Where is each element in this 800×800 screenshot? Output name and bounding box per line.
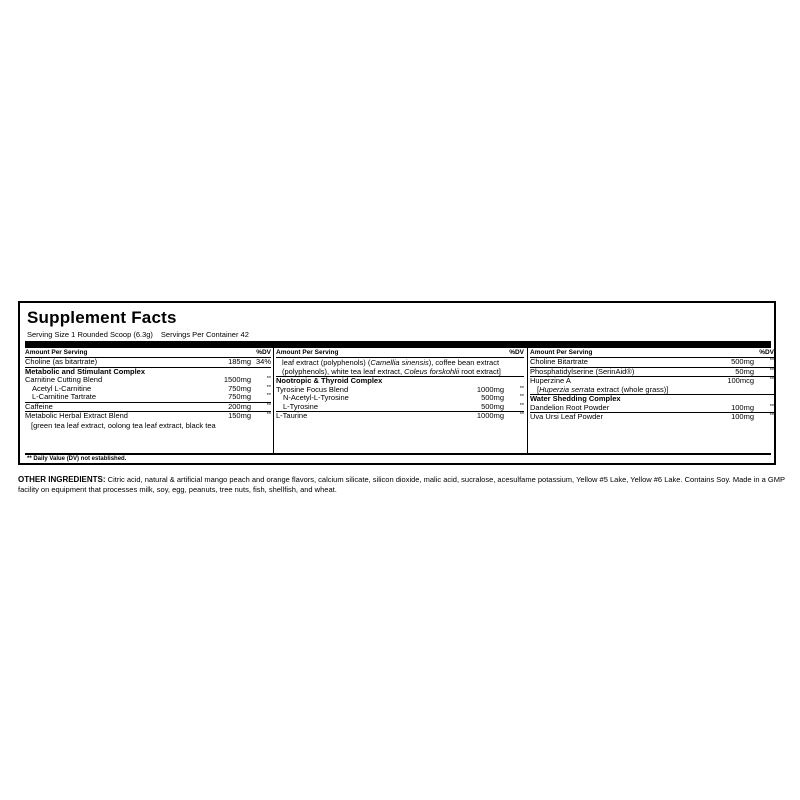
herbal-blend-continuation: leaf extract (polyphenols) (Camellia sinensis), coffee bean extract (polyphenols), white tea leaf extract, Coleus forskohlii root extract] [276, 358, 524, 377]
ingredient-dv: ** [266, 376, 271, 382]
ingredient-dv: ** [519, 385, 524, 392]
ingredient-amount: 500mg [481, 401, 504, 411]
ingredient-amount: 750mg [228, 392, 251, 401]
section-heading: Metabolic and Stimulant Complex [25, 366, 146, 376]
section-heading: Nootropic & Thyroid Complex [276, 376, 383, 385]
ingredient-dv: ** [266, 384, 271, 391]
ingredient-dv: ** [769, 403, 774, 410]
ingredient-dv: ** [769, 358, 774, 364]
ingredient-dv: ** [769, 413, 774, 419]
ingredient-dv: ** [519, 394, 524, 400]
ingredient-amount: 1000mg [476, 384, 504, 394]
ingredient-name: L-Carnitine Tartrate [32, 392, 97, 401]
amount-per-serving-label: Amount Per Serving [530, 349, 593, 356]
ingredient-dv: ** [266, 402, 271, 409]
column-header [276, 349, 524, 358]
ingredient-name: Phosphatidylserine (SerinAid®) [530, 366, 635, 376]
dv-label: %DV [256, 349, 271, 356]
ingredient-name: Metabolic Herbal Extract Blend [25, 411, 128, 420]
herbal-blend-description: [green tea leaf extract, oolong tea leaf extract, black tea [31, 420, 216, 430]
supplement-facts-panel [18, 301, 776, 465]
panel-title: Supplement Facts [27, 308, 177, 327]
ingredient-amount: 500mg [481, 393, 504, 402]
ingredient-dv: ** [519, 402, 524, 409]
ingredient-dv: ** [266, 393, 271, 399]
dv-label: %DV [759, 349, 774, 356]
facts-column-2 [276, 348, 524, 453]
ingredient-name: Uva Ursi Leaf Powder [530, 412, 603, 421]
ingredient-amount: 1500mg [223, 375, 251, 384]
section-heading: Water Shedding Complex [530, 394, 621, 403]
ingredient-amount: 750mg [228, 383, 251, 393]
other-ingredients-label: OTHER INGREDIENTS: [18, 475, 106, 484]
dv-label: %DV [509, 349, 524, 356]
column-divider [273, 348, 274, 453]
amount-per-serving-label: Amount Per Serving [25, 349, 88, 356]
ingredient-name: Carnitine Cutting Blend [25, 375, 103, 384]
ingredient-name: Acetyl L-Carnitine [32, 383, 92, 393]
ingredient-amount: 500mg [731, 357, 754, 366]
ingredient-amount: 50mg [735, 366, 754, 376]
serving-info [27, 330, 249, 339]
ingredient-name: Huperzine A [530, 376, 571, 385]
ingredient-name: Choline (as bitartrate) [25, 357, 98, 366]
ingredient-name: L-Tyrosine [283, 401, 319, 411]
facts-column-3 [530, 348, 774, 453]
ingredient-amount: 100mg [731, 412, 754, 421]
ingredient-amount: 150mg [228, 411, 251, 420]
amount-per-serving-label: Amount Per Serving [276, 349, 339, 356]
row-uva-ursi [530, 413, 774, 422]
row-herbal-blend [25, 412, 271, 421]
other-ingredients [18, 475, 788, 495]
facts-column-1 [25, 348, 271, 453]
serving-size: Serving Size 1 Rounded Scoop (6.3g) [27, 330, 153, 339]
thick-divider [25, 341, 771, 348]
ingredient-dv: ** [266, 412, 271, 418]
ingredient-name: Dandelion Root Powder [530, 402, 610, 412]
ingredient-name: L-Taurine [276, 411, 308, 420]
column-divider [527, 348, 528, 453]
ingredient-amount: 1000mg [476, 411, 504, 420]
ingredient-dv: ** [769, 367, 774, 374]
ingredient-amount: 185mg [228, 357, 251, 366]
other-ingredients-text: Citric acid, natural & artificial mango peach and orange flavors, calcium silicate, silicon dioxide, malic acid, sucralose, acesulfame potassium, Yellow #5 Lake, Yellow #6 Lake. Contains Soy. Made in a GMP facility on equipment that processes milk, soy, egg, peanuts, tree nuts, fish, shellfish, and wheat. [18, 475, 785, 494]
ingredient-amount: 200mg [228, 401, 251, 411]
dv-footnote: ** Daily Value (DV) not established. [27, 456, 127, 462]
servings-per-container: Servings Per Container 42 [160, 330, 249, 339]
ingredient-dv: ** [519, 412, 524, 418]
bottom-divider [25, 453, 771, 455]
ingredient-dv: 34% [255, 357, 271, 366]
ingredient-name: Choline Bitartrate [530, 357, 588, 366]
ingredient-amount: 100mcg [727, 376, 754, 385]
ingredient-name: Caffeine [25, 401, 53, 411]
ingredient-name: N-Acetyl-L-Tyrosine [283, 393, 349, 402]
huperzine-source: [Huperzia serrata extract (whole grass)] [530, 386, 774, 396]
row-l-taurine [276, 412, 524, 421]
ingredient-amount: 100mg [731, 402, 754, 412]
ingredient-dv: ** [769, 377, 774, 383]
ingredient-name: Tyrosine Focus Blend [276, 384, 349, 394]
